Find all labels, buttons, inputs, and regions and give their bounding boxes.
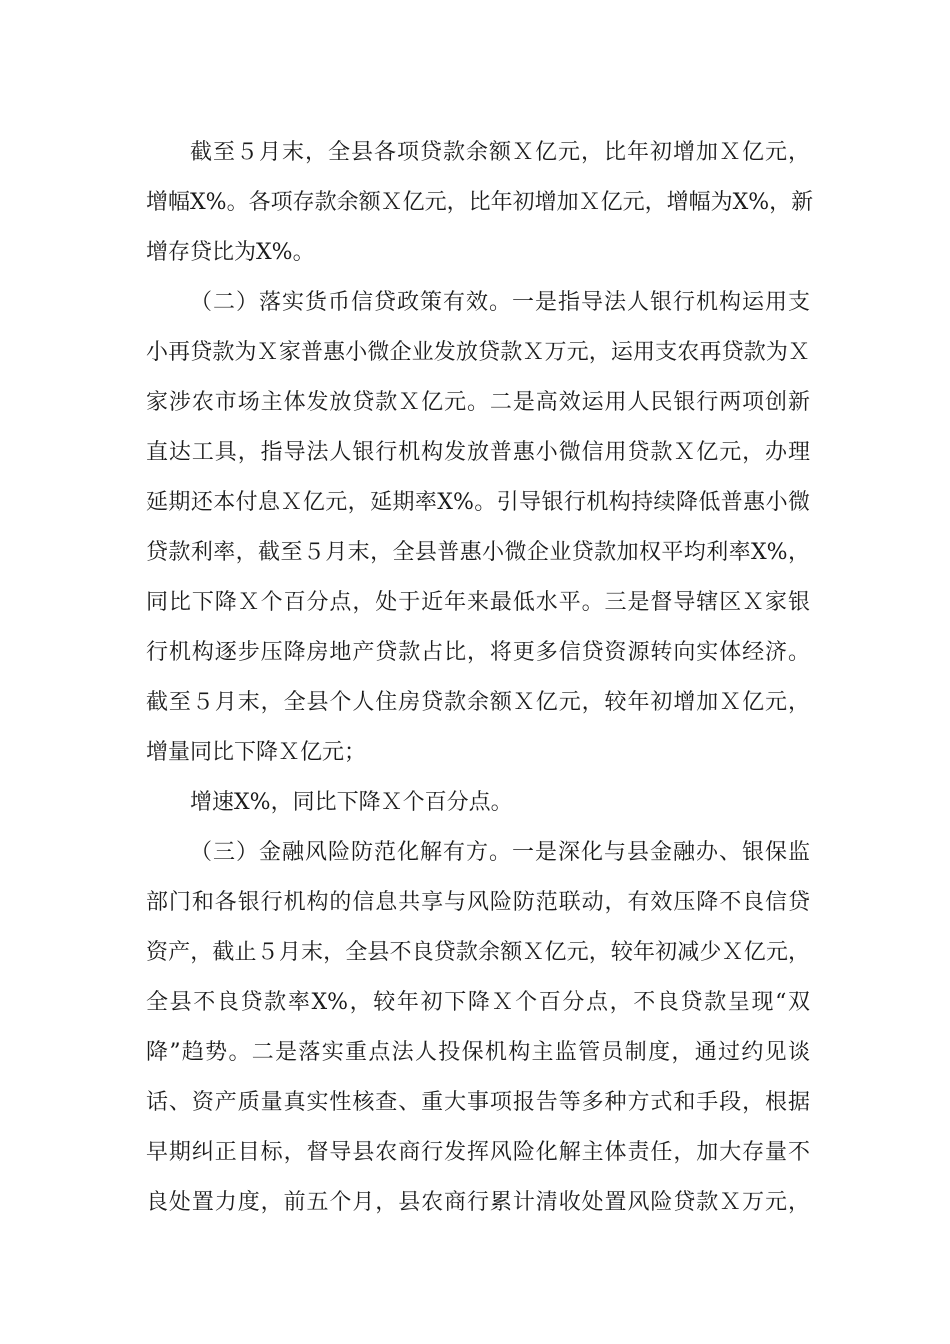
- paragraph-line: 降”趋势。二是落实重点法人投保机构主监管员制度，通过约见谈: [146, 1040, 810, 1065]
- paragraph-line: 行机构逐步压降房地产贷款占比，将更多信贷资源转向实体经济。: [146, 640, 810, 665]
- paragraph-line: 家涉农市场主体发放贷款Ｘ亿元。二是高效运用人民银行两项创新: [146, 390, 810, 415]
- paragraph-line: 同比下降Ｘ个百分点，处于近年来最低水平。三是督导辖区Ｘ家银: [146, 590, 810, 615]
- paragraph-line: 增幅X%。各项存款余额Ｘ亿元，比年初增加Ｘ亿元，增幅为X%，新: [146, 190, 814, 215]
- paragraph-line: （二）落实货币信贷政策有效。一是指导法人银行机构运用支: [190, 290, 810, 315]
- paragraph-line: 增速X%，同比下降Ｘ个百分点。: [190, 790, 513, 815]
- paragraph-line: 延期还本付息Ｘ亿元，延期率X%。引导银行机构持续降低普惠小微: [146, 490, 810, 515]
- paragraph-line: 话、资产质量真实性核查、重大事项报告等多种方式和手段，根据: [146, 1090, 810, 1115]
- document-body: [146, 128, 814, 1228]
- paragraph-line: 贷款利率，截至５月末，全县普惠小微企业贷款加权平均利率X%，: [146, 540, 810, 565]
- paragraph-line: 早期纠正目标，督导县农商行发挥风险化解主体责任，加大存量不: [146, 1140, 810, 1165]
- paragraph-line: 增存贷比为X%。: [146, 240, 315, 265]
- paragraph-line: 截至５月末，全县各项贷款余额Ｘ亿元，比年初增加Ｘ亿元，: [190, 140, 810, 165]
- paragraph-line: 小再贷款为Ｘ家普惠小微企业发放贷款Ｘ万元，运用支农再贷款为Ｘ: [146, 340, 810, 365]
- paragraph-line: 良处置力度，前五个月，县农商行累计清收处置风险贷款Ｘ万元，: [146, 1190, 810, 1215]
- paragraph-line: 资产，截止５月末，全县不良贷款余额Ｘ亿元，较年初减少Ｘ亿元，: [146, 940, 810, 965]
- paragraph-line: 直达工具，指导法人银行机构发放普惠小微信用贷款Ｘ亿元，办理: [146, 440, 810, 465]
- paragraph-line: 部门和各银行机构的信息共享与风险防范联动，有效压降不良信贷: [146, 890, 810, 915]
- paragraph-line: 全县不良贷款率X%，较年初下降Ｘ个百分点，不良贷款呈现“双: [146, 990, 810, 1015]
- paragraph-line: （三）金融风险防范化解有方。一是深化与县金融办、银保监: [190, 840, 810, 865]
- paragraph-line: 增量同比下降Ｘ亿元；: [146, 740, 367, 765]
- paragraph-line: 截至５月末，全县个人住房贷款余额Ｘ亿元，较年初增加Ｘ亿元，: [146, 690, 810, 715]
